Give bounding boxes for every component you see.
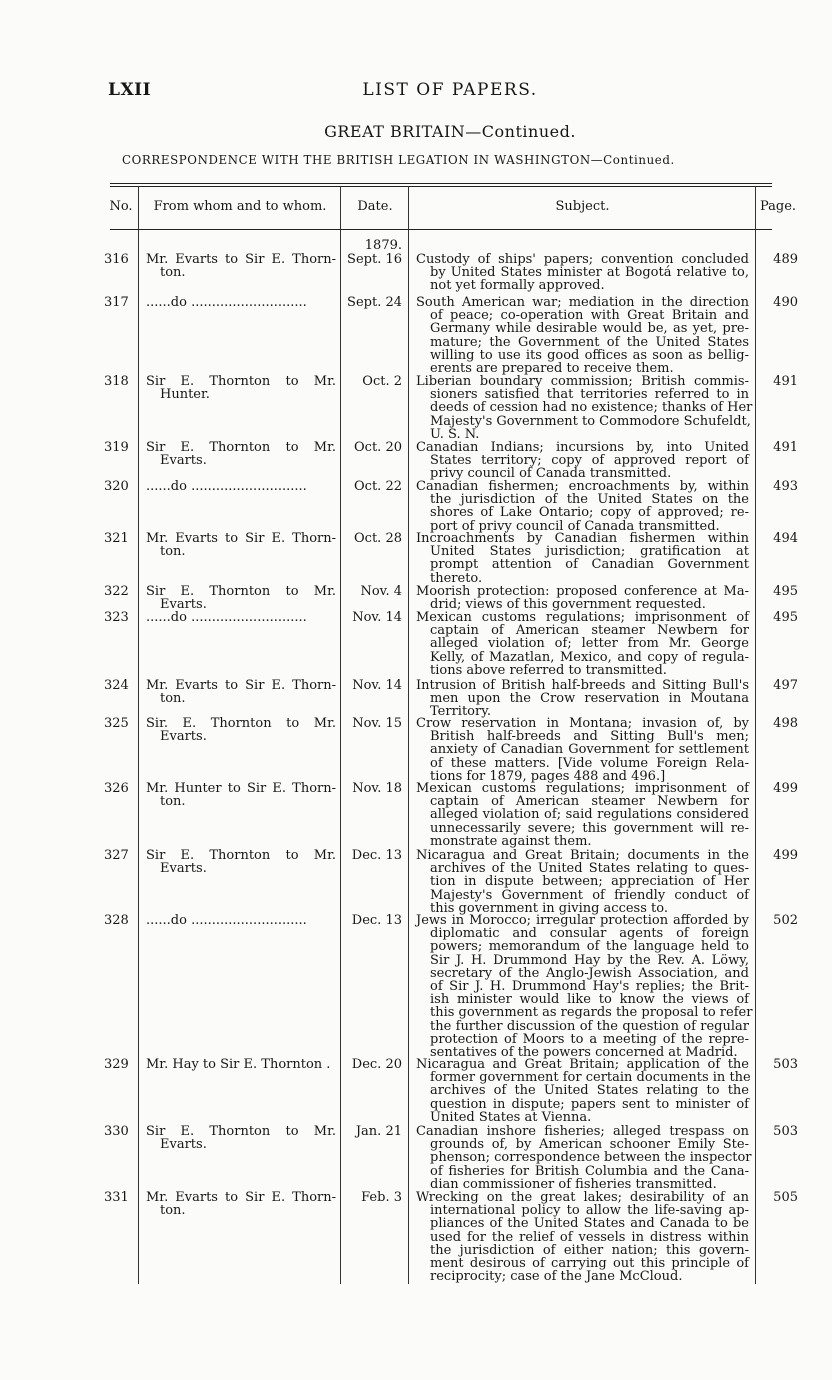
row-subject-line: Nicaragua and Great Britain; application of the — [416, 1057, 749, 1072]
row-subject-line: the jurisdiction of either nation; this govern- — [430, 1242, 749, 1258]
row-from-to — [146, 611, 336, 624]
row-subject — [416, 717, 749, 783]
row-date: Jan. 21 — [355, 1124, 402, 1139]
row-number: 317 — [104, 295, 129, 310]
row-subject-line: the further discussion of the question of regular — [430, 1018, 749, 1034]
row-subject-line: Liberian boundary commission; British commis- — [416, 374, 749, 389]
row-date: Dec. 20 — [351, 1057, 402, 1072]
row-subject-line: by United States minister at Bogotá relative to, — [430, 265, 749, 281]
row-date: Sept. 24 — [347, 295, 402, 310]
row-number: 325 — [104, 716, 129, 731]
row-subject-line: international policy to allow the life-saving ap- — [430, 1203, 749, 1219]
column-header-no: No. — [109, 199, 133, 214]
row-date: Feb. 3 — [361, 1190, 402, 1205]
row-from-to — [146, 1191, 336, 1217]
row-subject-line: the jurisdiction of the United States on the — [430, 492, 749, 508]
row-subject — [416, 913, 753, 1061]
table-top-rule — [110, 183, 772, 184]
row-page: 495 — [773, 610, 798, 625]
row-date: Nov. 18 — [352, 781, 402, 796]
row-subject-line: of these matters. [Vide volume Foreign Rela- — [430, 755, 749, 771]
row-from-to-line: Mr. Evarts to Sir E. Thorn- — [146, 531, 336, 546]
row-from-to-line: Mr. Evarts to Sir E. Thorn- — [146, 1190, 336, 1205]
row-subject-line: this government as regards the proposal to refer — [430, 1005, 753, 1021]
row-page: 493 — [773, 479, 798, 494]
row-number: 324 — [104, 678, 129, 693]
row-subject-line: diplomatic and consular agents of foreign — [430, 926, 749, 942]
row-subject — [416, 1058, 749, 1124]
row-subject — [416, 585, 749, 611]
section-title: GREAT BRITAIN—Continued. — [324, 122, 576, 141]
row-from-to — [146, 296, 336, 309]
row-page: 499 — [773, 848, 798, 863]
row-subject-line: of fisheries for British Columbia and the Cana- — [430, 1163, 749, 1179]
row-subject-line: U. S. N. — [430, 426, 480, 442]
row-subject-line: alleged violation of; said regulations considered — [430, 807, 749, 823]
row-date: Nov. 15 — [352, 716, 402, 731]
row-subject-line: United States jurisdiction; gratification at — [430, 544, 749, 560]
section-subtitle: CORRESPONDENCE WITH THE BRITISH LEGATION IN WASHINGTON—Continued. — [122, 153, 675, 167]
row-subject-line: Mexican customs regulations; imprisonment of — [416, 610, 749, 625]
row-from-to-line: Sir E. Thornton to Mr. — [146, 440, 336, 455]
row-subject-line: Majesty's Government of friendly conduct of — [430, 887, 749, 903]
row-subject-line: unnecessarily severe; this government will re- — [430, 820, 749, 836]
row-subject-line: captain of American steamer Newbern for — [430, 623, 749, 639]
column-divider — [408, 186, 409, 1284]
row-subject — [416, 532, 749, 585]
row-from-to — [146, 717, 336, 743]
row-from-to-line: ton. — [160, 265, 186, 281]
row-subject-line: shores of Lake Ontario; copy of approved; re- — [430, 505, 749, 521]
row-date: Oct. 22 — [354, 479, 402, 494]
row-subject-line: phenson; correspondence between the inspector — [430, 1150, 752, 1166]
row-subject-line: erents are prepared to receive them. — [430, 361, 674, 377]
row-from-to — [146, 253, 336, 279]
row-subject-line: Moorish protection: proposed conference at Ma- — [416, 584, 749, 599]
row-from-to — [146, 1125, 336, 1151]
row-subject-line: powers; memorandum of the language held to — [430, 939, 749, 955]
row-subject-line: Intrusion of British half-breeds and Sitting Bull's — [416, 678, 749, 693]
row-page: 497 — [773, 678, 798, 693]
row-subject-line: thereto. — [430, 570, 483, 586]
row-subject — [416, 1191, 749, 1283]
row-page: 499 — [773, 781, 798, 796]
row-page: 502 — [773, 913, 798, 928]
header-bottom-rule — [110, 229, 772, 230]
row-subject — [416, 611, 749, 677]
column-header-from: From whom and to whom. — [153, 199, 327, 214]
row-subject-line: secretary of the Anglo-Jewish Association, and — [430, 965, 749, 981]
year-label: 1879. — [364, 238, 402, 253]
row-subject-line: Germany while desirable would be, as yet, pre- — [430, 321, 749, 337]
row-subject — [416, 849, 749, 915]
row-subject-line: Mexican customs regulations; imprisonment of — [416, 781, 749, 796]
row-subject-line: of Sir J. H. Drummond Hay's replies; the Brit- — [430, 979, 749, 995]
row-from-to-line: Evarts. — [160, 861, 207, 877]
row-from-to-line: ton. — [160, 544, 186, 560]
column-divider — [340, 186, 341, 1284]
row-subject-line: Kelly, of Mazatlan, Mexico, and copy of regula- — [430, 649, 749, 665]
row-from-to-line: Evarts. — [160, 597, 207, 613]
row-number: 327 — [104, 848, 129, 863]
row-subject-line: Custody of ships' papers; convention concluded — [416, 252, 749, 267]
row-from-to-line: ......do ............................ — [146, 610, 307, 625]
row-page: 491 — [773, 374, 798, 389]
row-from-to-line: ......do ............................ — [146, 479, 307, 494]
row-from-to-line: ......do ............................ — [146, 295, 307, 310]
row-from-to-line: Sir E. Thornton to Mr. — [146, 848, 336, 863]
column-header-page: Page. — [759, 199, 797, 214]
row-subject-line: archives of the United States relating to the — [430, 1083, 749, 1099]
row-subject-line: Majesty's Government to Commodore Schufeldt, — [430, 413, 751, 429]
column-header-date: Date. — [357, 199, 393, 214]
row-subject — [416, 296, 749, 375]
row-from-to — [146, 849, 336, 875]
row-date: Nov. 14 — [352, 678, 402, 693]
row-number: 322 — [104, 584, 129, 599]
row-from-to-line: Hunter. — [160, 387, 210, 403]
row-page: 503 — [773, 1124, 798, 1139]
row-date: Oct. 2 — [362, 374, 402, 389]
row-subject-line: alleged violation of; letter from Mr. George — [430, 636, 749, 652]
row-from-to-line: Evarts. — [160, 729, 207, 745]
row-subject-line: Crow reservation in Montana; invasion of, by — [416, 716, 749, 731]
row-from-to — [146, 679, 336, 705]
row-subject-line: Wrecking on the great lakes; desirability of an — [416, 1190, 749, 1205]
row-number: 320 — [104, 479, 129, 494]
row-number: 318 — [104, 374, 129, 389]
row-number: 329 — [104, 1057, 129, 1072]
row-from-to-line: ......do ............................ — [146, 913, 307, 928]
row-subject-line: of peace; co-operation with Great Britain and — [430, 308, 749, 324]
row-subject-line: Territory. — [430, 704, 491, 720]
row-subject-line: reciprocity; case of the Jane McCloud. — [430, 1269, 683, 1285]
row-subject-line: captain of American steamer Newbern for — [430, 794, 749, 810]
row-number: 321 — [104, 531, 129, 546]
row-page: 491 — [773, 440, 798, 455]
row-date: Nov. 4 — [360, 584, 402, 599]
column-divider — [138, 186, 139, 1284]
row-number: 316 — [104, 252, 129, 267]
row-from-to-line: Sir E. Thornton to Mr. — [146, 1124, 336, 1139]
row-subject-line: sioners satisfied that territories referred to in — [430, 387, 749, 403]
row-subject — [416, 480, 749, 533]
row-page: 494 — [773, 531, 798, 546]
row-subject-line: British half-breeds and Sitting Bull's men; — [430, 729, 749, 745]
row-subject-line: prompt attention of Canadian Government — [430, 557, 749, 573]
row-subject-line: Canadian inshore fisheries; alleged trespass on — [416, 1124, 749, 1139]
row-subject-line: Incroachments by Canadian fishermen within — [416, 531, 749, 546]
row-from-to-line: Evarts. — [160, 453, 207, 469]
row-subject-line: South American war; mediation in the direction — [416, 295, 749, 310]
row-number: 328 — [104, 913, 129, 928]
row-number: 319 — [104, 440, 129, 455]
row-subject — [416, 679, 749, 719]
row-from-to-line: Sir E. Thornton to Mr. — [146, 374, 336, 389]
row-subject-line: pliances of the United States and Canada to be — [430, 1216, 749, 1232]
row-subject-line: ment desirous of carrying out this principle of — [430, 1256, 749, 1272]
row-page: 503 — [773, 1057, 798, 1072]
column-header-subject: Subject. — [555, 199, 610, 214]
row-date: Oct. 20 — [354, 440, 402, 455]
row-subject-line: drid; views of this government requested. — [430, 597, 706, 613]
row-page: 505 — [773, 1190, 798, 1205]
row-subject — [416, 782, 749, 848]
row-page: 490 — [773, 295, 798, 310]
row-from-to — [146, 532, 336, 558]
row-page: 489 — [773, 252, 798, 267]
row-from-to-line: ton. — [160, 691, 186, 707]
row-date: Dec. 13 — [351, 913, 402, 928]
row-from-to — [146, 375, 336, 401]
row-from-to-line: Sir E. Thornton to Mr. — [146, 584, 336, 599]
row-subject-line: Sir J. H. Drummond Hay by the Rev. A. Löwy, — [430, 952, 749, 968]
row-subject-line: tion in dispute between; appreciation of Her — [430, 874, 749, 890]
row-from-to — [146, 1058, 336, 1071]
row-subject-line: men upon the Crow reservation in Moutana — [430, 691, 749, 707]
row-subject-line: Nicaragua and Great Britain; documents in the — [416, 848, 749, 863]
row-subject-line: tions above referred to transmitted. — [430, 662, 667, 678]
column-divider — [755, 186, 756, 1284]
row-from-to-line: Mr. Hay to Sir E. Thornton . — [146, 1057, 331, 1072]
row-subject-line: former government for certain documents in the — [430, 1070, 751, 1086]
row-subject-line: ish minister would like to know the views of — [430, 992, 749, 1008]
page-title: LIST OF PAPERS. — [362, 80, 538, 100]
row-subject-line: privy council of Canada transmitted. — [430, 466, 672, 482]
row-from-to-line: Evarts. — [160, 1137, 207, 1153]
row-subject — [416, 441, 749, 481]
row-subject — [416, 253, 749, 293]
row-from-to — [146, 585, 336, 611]
row-date: Dec. 13 — [351, 848, 402, 863]
row-page: 498 — [773, 716, 798, 731]
row-date: Sept. 16 — [347, 252, 402, 267]
row-subject-line: dian commissioner of fisheries transmitted. — [430, 1176, 717, 1192]
row-date: Nov. 14 — [352, 610, 402, 625]
row-from-to-line: Sir. E. Thornton to Mr. — [146, 716, 336, 731]
row-subject-line: deeds of cession had no existence; thanks of Her — [430, 400, 753, 416]
row-subject-line: port of privy council of Canada transmitted. — [430, 518, 720, 534]
row-subject-line: not yet formally approved. — [430, 278, 605, 294]
row-number: 330 — [104, 1124, 129, 1139]
row-subject-line: protection of Moors to a meeting of the repre- — [430, 1031, 749, 1047]
row-subject-line: archives of the United States relating to ques- — [430, 861, 749, 877]
table-top-rule-2 — [110, 186, 772, 187]
row-from-to — [146, 914, 336, 927]
row-subject-line: tions for 1879, pages 488 and 496.] — [430, 768, 666, 784]
row-from-to-line: Mr. Hunter to Sir E. Thorn- — [146, 781, 336, 796]
row-from-to-line: Mr. Evarts to Sir E. Thorn- — [146, 252, 336, 267]
row-subject-line: States territory; copy of approved report of — [430, 453, 749, 469]
row-number: 326 — [104, 781, 129, 796]
row-subject-line: mature; the Government of the United States — [430, 334, 749, 350]
row-from-to-line: ton. — [160, 1203, 186, 1219]
row-subject-line: anxiety of Canadian Government for settlement — [430, 742, 749, 758]
row-number: 323 — [104, 610, 129, 625]
row-subject-line: grounds of, by American schooner Emily Ste- — [430, 1137, 749, 1153]
page-number: LXII — [108, 80, 152, 100]
row-number: 331 — [104, 1190, 129, 1205]
row-page: 495 — [773, 584, 798, 599]
row-subject-line: Canadian Indians; incursions by, into United — [416, 440, 749, 455]
row-from-to — [146, 480, 336, 493]
row-subject-line: Jews in Morocco; irregular protection afforded by — [416, 913, 749, 928]
row-from-to — [146, 782, 336, 808]
row-from-to — [146, 441, 336, 467]
row-subject-line: used for the relief of vessels in distress within — [430, 1229, 749, 1245]
row-subject-line: this government in giving access to. — [430, 900, 668, 916]
row-subject-line: United States at Vienna. — [430, 1109, 592, 1125]
row-subject-line: Canadian fishermen; encroachments by, within — [416, 479, 749, 494]
row-subject-line: question in dispute; papers sent to minister of — [430, 1096, 749, 1112]
row-subject — [416, 374, 753, 442]
row-from-to-line: ton. — [160, 794, 186, 810]
row-date: Oct. 28 — [354, 531, 402, 546]
row-subject-line: monstrate against them. — [430, 833, 592, 849]
row-subject-line: sentatives of the powers concerned at Madrid. — [430, 1045, 738, 1061]
row-subject-line: willing to use its good offices as soon as bellig- — [430, 347, 749, 363]
row-from-to-line: Mr. Evarts to Sir E. Thorn- — [146, 678, 336, 693]
row-subject — [416, 1124, 752, 1192]
